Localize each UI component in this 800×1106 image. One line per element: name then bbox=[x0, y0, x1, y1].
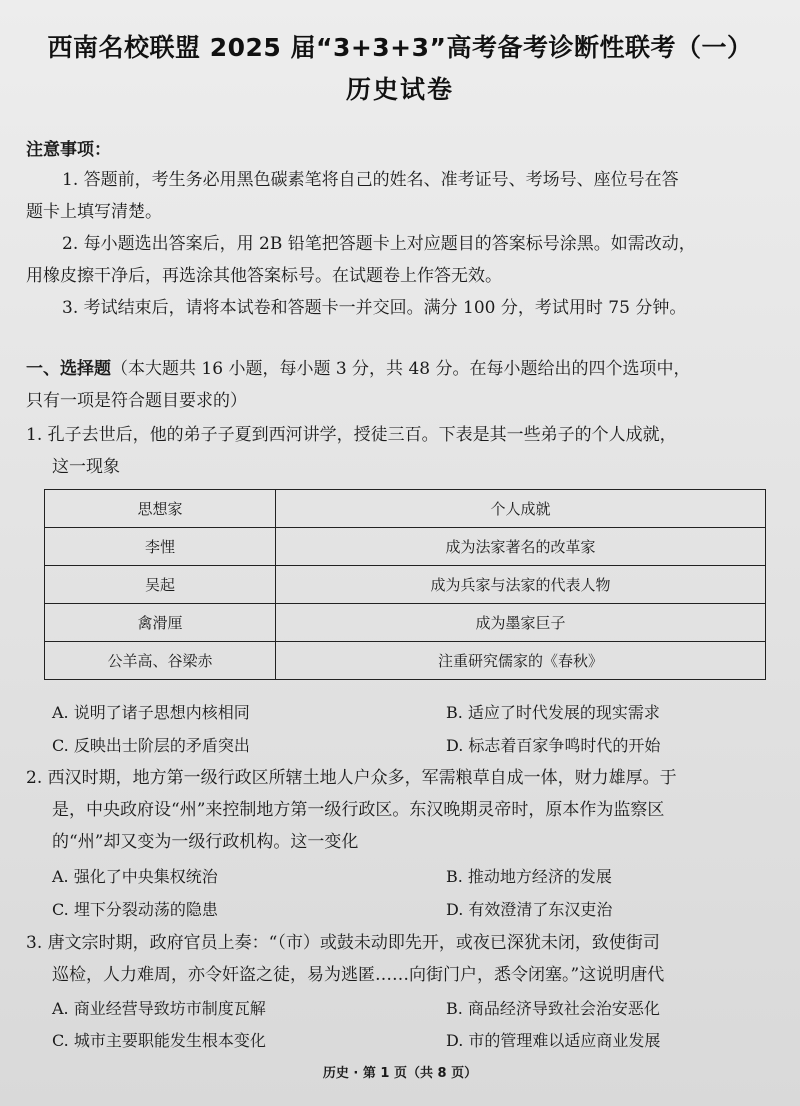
option-a[interactable]: A. 说明了诸子思想内核相同 bbox=[52, 703, 250, 722]
question-3-stem-cont: 巡检，人力难周，亦令奸盗之徒，易为逃匿……向街门户，悉令闭塞。”这说明唐代 bbox=[52, 965, 665, 985]
option-d[interactable]: D. 有效澄清了东汉吏治 bbox=[446, 900, 613, 919]
table-row bbox=[45, 566, 766, 604]
exam-title: 西南名校联盟 2025 届“3+3+3”高考备考诊断性联考（一） bbox=[47, 33, 753, 62]
table-cell: 成为兵家与法家的代表人物 bbox=[276, 566, 766, 604]
table-cell: 禽滑厘 bbox=[45, 604, 276, 642]
section-desc: （本大题共 16 小题，每小题 3 分，共 48 分。在每小题给出的四个选项中， bbox=[111, 359, 691, 379]
notice-line: 题卡上填写清楚。 bbox=[26, 202, 162, 222]
option-c[interactable]: C. 城市主要职能发生根本变化 bbox=[52, 1031, 266, 1050]
option-b[interactable]: B. 适应了时代发展的现实需求 bbox=[446, 703, 660, 722]
table-cell: 吴起 bbox=[45, 566, 276, 604]
question-2-stem: 2. 西汉时期，地方第一级行政区所辖土地人户众多，军需粮草自成一体，财力雄厚。于 bbox=[26, 768, 677, 788]
option-b[interactable]: B. 推动地方经济的发展 bbox=[446, 867, 612, 886]
table-header-cell: 思想家 bbox=[45, 490, 276, 528]
table-row bbox=[45, 604, 766, 642]
option-c[interactable]: C. 埋下分裂动荡的隐患 bbox=[52, 900, 218, 919]
question-1-table bbox=[44, 489, 766, 680]
question-1-stem-cont: 这一现象 bbox=[52, 457, 120, 477]
table-header-cell: 个人成就 bbox=[276, 490, 766, 528]
notice-line: 2. 每小题选出答案后，用 2B 铅笔把答题卡上对应题目的答案标号涂黑。如需改动， bbox=[62, 234, 696, 254]
option-a[interactable]: A. 商业经营导致坊市制度瓦解 bbox=[52, 999, 266, 1018]
table-cell: 注重研究儒家的《春秋》 bbox=[276, 642, 766, 680]
question-2-stem-cont: 的“州”却又变为一级行政机构。这一变化 bbox=[52, 832, 359, 852]
table-row bbox=[45, 528, 766, 566]
question-3-stem: 3. 唐文宗时期，政府官员上奏：“（市）或鼓未动即先开，或夜已深犹未闭，致使街司 bbox=[26, 933, 660, 953]
table-header-row bbox=[45, 490, 766, 528]
option-d[interactable]: D. 标志着百家争鸣时代的开始 bbox=[446, 736, 661, 755]
section-heading-row bbox=[26, 355, 691, 383]
section-heading: 一、选择题 bbox=[26, 359, 111, 379]
option-c[interactable]: C. 反映出士阶层的矛盾突出 bbox=[52, 736, 250, 755]
table-cell: 公羊高、谷梁赤 bbox=[45, 642, 276, 680]
question-2-stem-cont: 是，中央政府设“州”来控制地方第一级行政区。东汉晚期灵帝时，原本作为监察区 bbox=[52, 800, 665, 820]
section-desc-cont: 只有一项是符合题目要求的） bbox=[26, 391, 247, 411]
table-row bbox=[45, 642, 766, 680]
notice-heading: 注意事项： bbox=[26, 140, 111, 160]
option-a[interactable]: A. 强化了中央集权统治 bbox=[52, 867, 218, 886]
notice-line: 1. 答题前，考生务必用黑色碳素笔将自己的姓名、准考证号、考场号、座位号在答 bbox=[62, 170, 679, 190]
notice-line: 3. 考试结束后，请将本试卷和答题卡一并交回。满分 100 分，考试用时 75 分钟。 bbox=[62, 298, 687, 318]
notice-line: 用橡皮擦干净后，再选涂其他答案标号。在试题卷上作答无效。 bbox=[26, 266, 502, 286]
option-d[interactable]: D. 市的管理难以适应商业发展 bbox=[446, 1031, 661, 1050]
page-footer: 历史 · 第 1 页（共 8 页） bbox=[322, 1066, 478, 1081]
option-b[interactable]: B. 商品经济导致社会治安恶化 bbox=[446, 999, 660, 1018]
table-cell: 成为墨家巨子 bbox=[276, 604, 766, 642]
exam-subtitle: 历史试卷 bbox=[345, 75, 454, 104]
table-cell: 成为法家著名的改革家 bbox=[276, 528, 766, 566]
table-cell: 李悝 bbox=[45, 528, 276, 566]
question-1-stem: 1. 孔子去世后，他的弟子子夏到西河讲学，授徒三百。下表是其一些弟子的个人成就， bbox=[26, 425, 677, 445]
